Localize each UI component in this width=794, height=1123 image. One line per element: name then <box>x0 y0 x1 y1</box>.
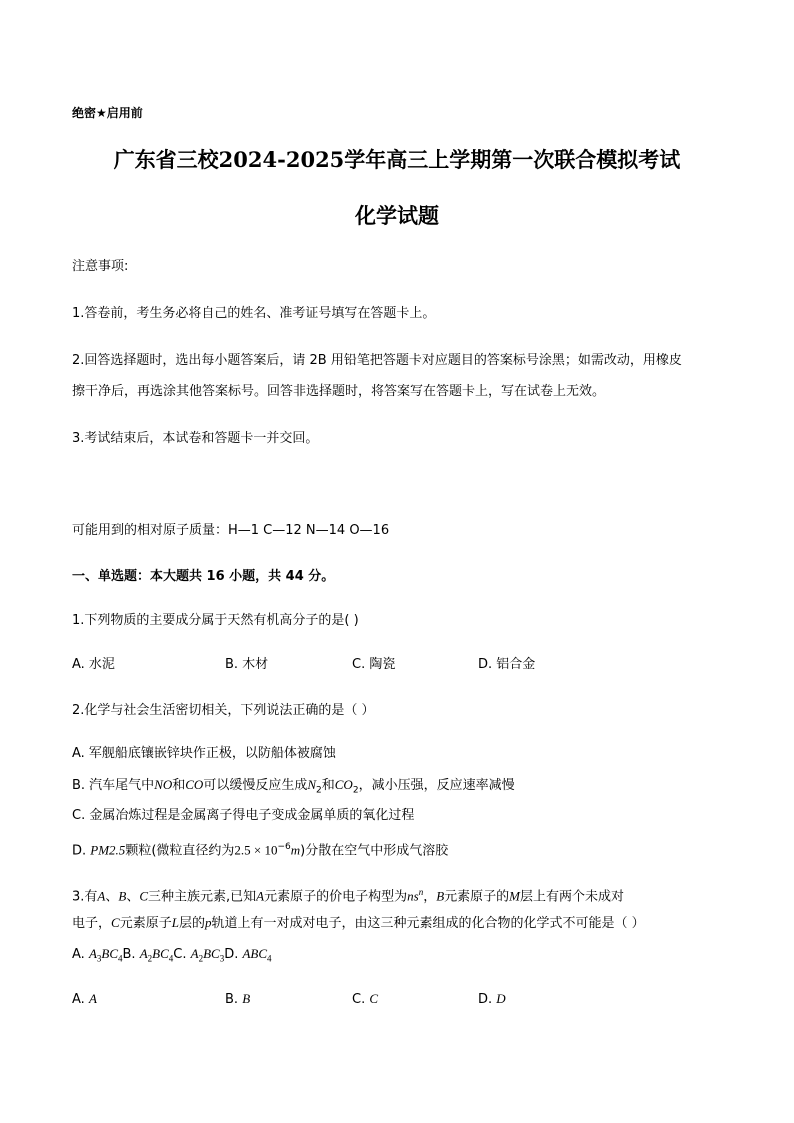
exam-subtitle: 化学试题 <box>355 203 439 228</box>
question-3-option-b: B. B <box>225 991 251 1007</box>
question-2-option-c: C. 金属冶炼过程是金属离子得电子变成金属单质的氧化过程 <box>72 808 415 823</box>
notice-item-2-line-2: 擦干净后，再选涂其他答案标号。回答非选择题时，将答案写在答题卡上，写在试卷上无效。 <box>72 384 606 399</box>
exam-title: 广东省三校2024-2025学年高三上学期第一次联合模拟考试 <box>113 147 681 172</box>
question-1-option-c: C. 陶瓷 <box>352 657 396 672</box>
question-1-option-d: D. 铝合金 <box>478 657 536 672</box>
question-3-option-c: C. C <box>352 991 379 1007</box>
question-2-option-a: A. 军舰船底镶嵌锌块作正极，以防船体被腐蚀 <box>72 746 336 761</box>
secret-label: 绝密★启用前 <box>72 106 143 120</box>
question-3-option-a: A. A <box>72 991 97 1007</box>
question-3-option-d: D. D <box>478 991 506 1007</box>
notice-item-2-line-1: 2.回答选择题时，选出每小题答案后，请 2B 用铅笔把答题卡对应题目的答案标号涂黑；如需改动，用橡皮 <box>72 353 682 368</box>
question-1-stem: 1.下列物质的主要成分属于天然有机高分子的是( ) <box>72 613 359 628</box>
question-3-formula-list: A. $A_3BC_4B$. $A_2BC_4C$. $A_2BC_3D$. $ABC_4$ <box>72 946 272 964</box>
question-1-option-b: B. 木材 <box>225 657 269 672</box>
notice-item-1: 1.答卷前，考生务必将自己的姓名、准考证号填写在答题卡上。 <box>72 306 436 321</box>
question-2-stem: 2.化学与社会生活密切相关，下列说法正确的是（ ） <box>72 703 375 718</box>
notice-item-3: 3.考试结束后，本试卷和答题卡一并交回。 <box>72 431 319 446</box>
question-3-stem-line-2: 电子，C元素原子L层的p轨道上有一对成对电子，由这三种元素组成的化合物的化学式不可能是（ ） <box>72 915 645 931</box>
atomic-mass-line: 可能用到的相对原子质量：H—1 C—12 N—14 O—16 <box>72 523 390 538</box>
question-3-stem-line-1: 3.有A、B、C三种主族元素,已知A元素原子的价电子构型为$ns^n$，B元素原子的M层上有两个未成对 <box>72 887 625 905</box>
section-heading: 一、单选题：本大题共 16 小题，共 44 分。 <box>72 569 335 584</box>
notice-heading: 注意事项: <box>72 259 129 274</box>
question-2-option-d: D. PM2.5颗粒(微粒直径约为$2.5 \times 10^{-6}m$)分散在空气中形成气溶胶 <box>72 842 449 859</box>
question-1-option-a: A. 水泥 <box>72 657 115 672</box>
question-2-option-b: B. 汽车尾气中NO和CO可以缓慢反应生成$N_2$和$CO_2$，减小压强，反应速率减慢 <box>72 777 515 796</box>
